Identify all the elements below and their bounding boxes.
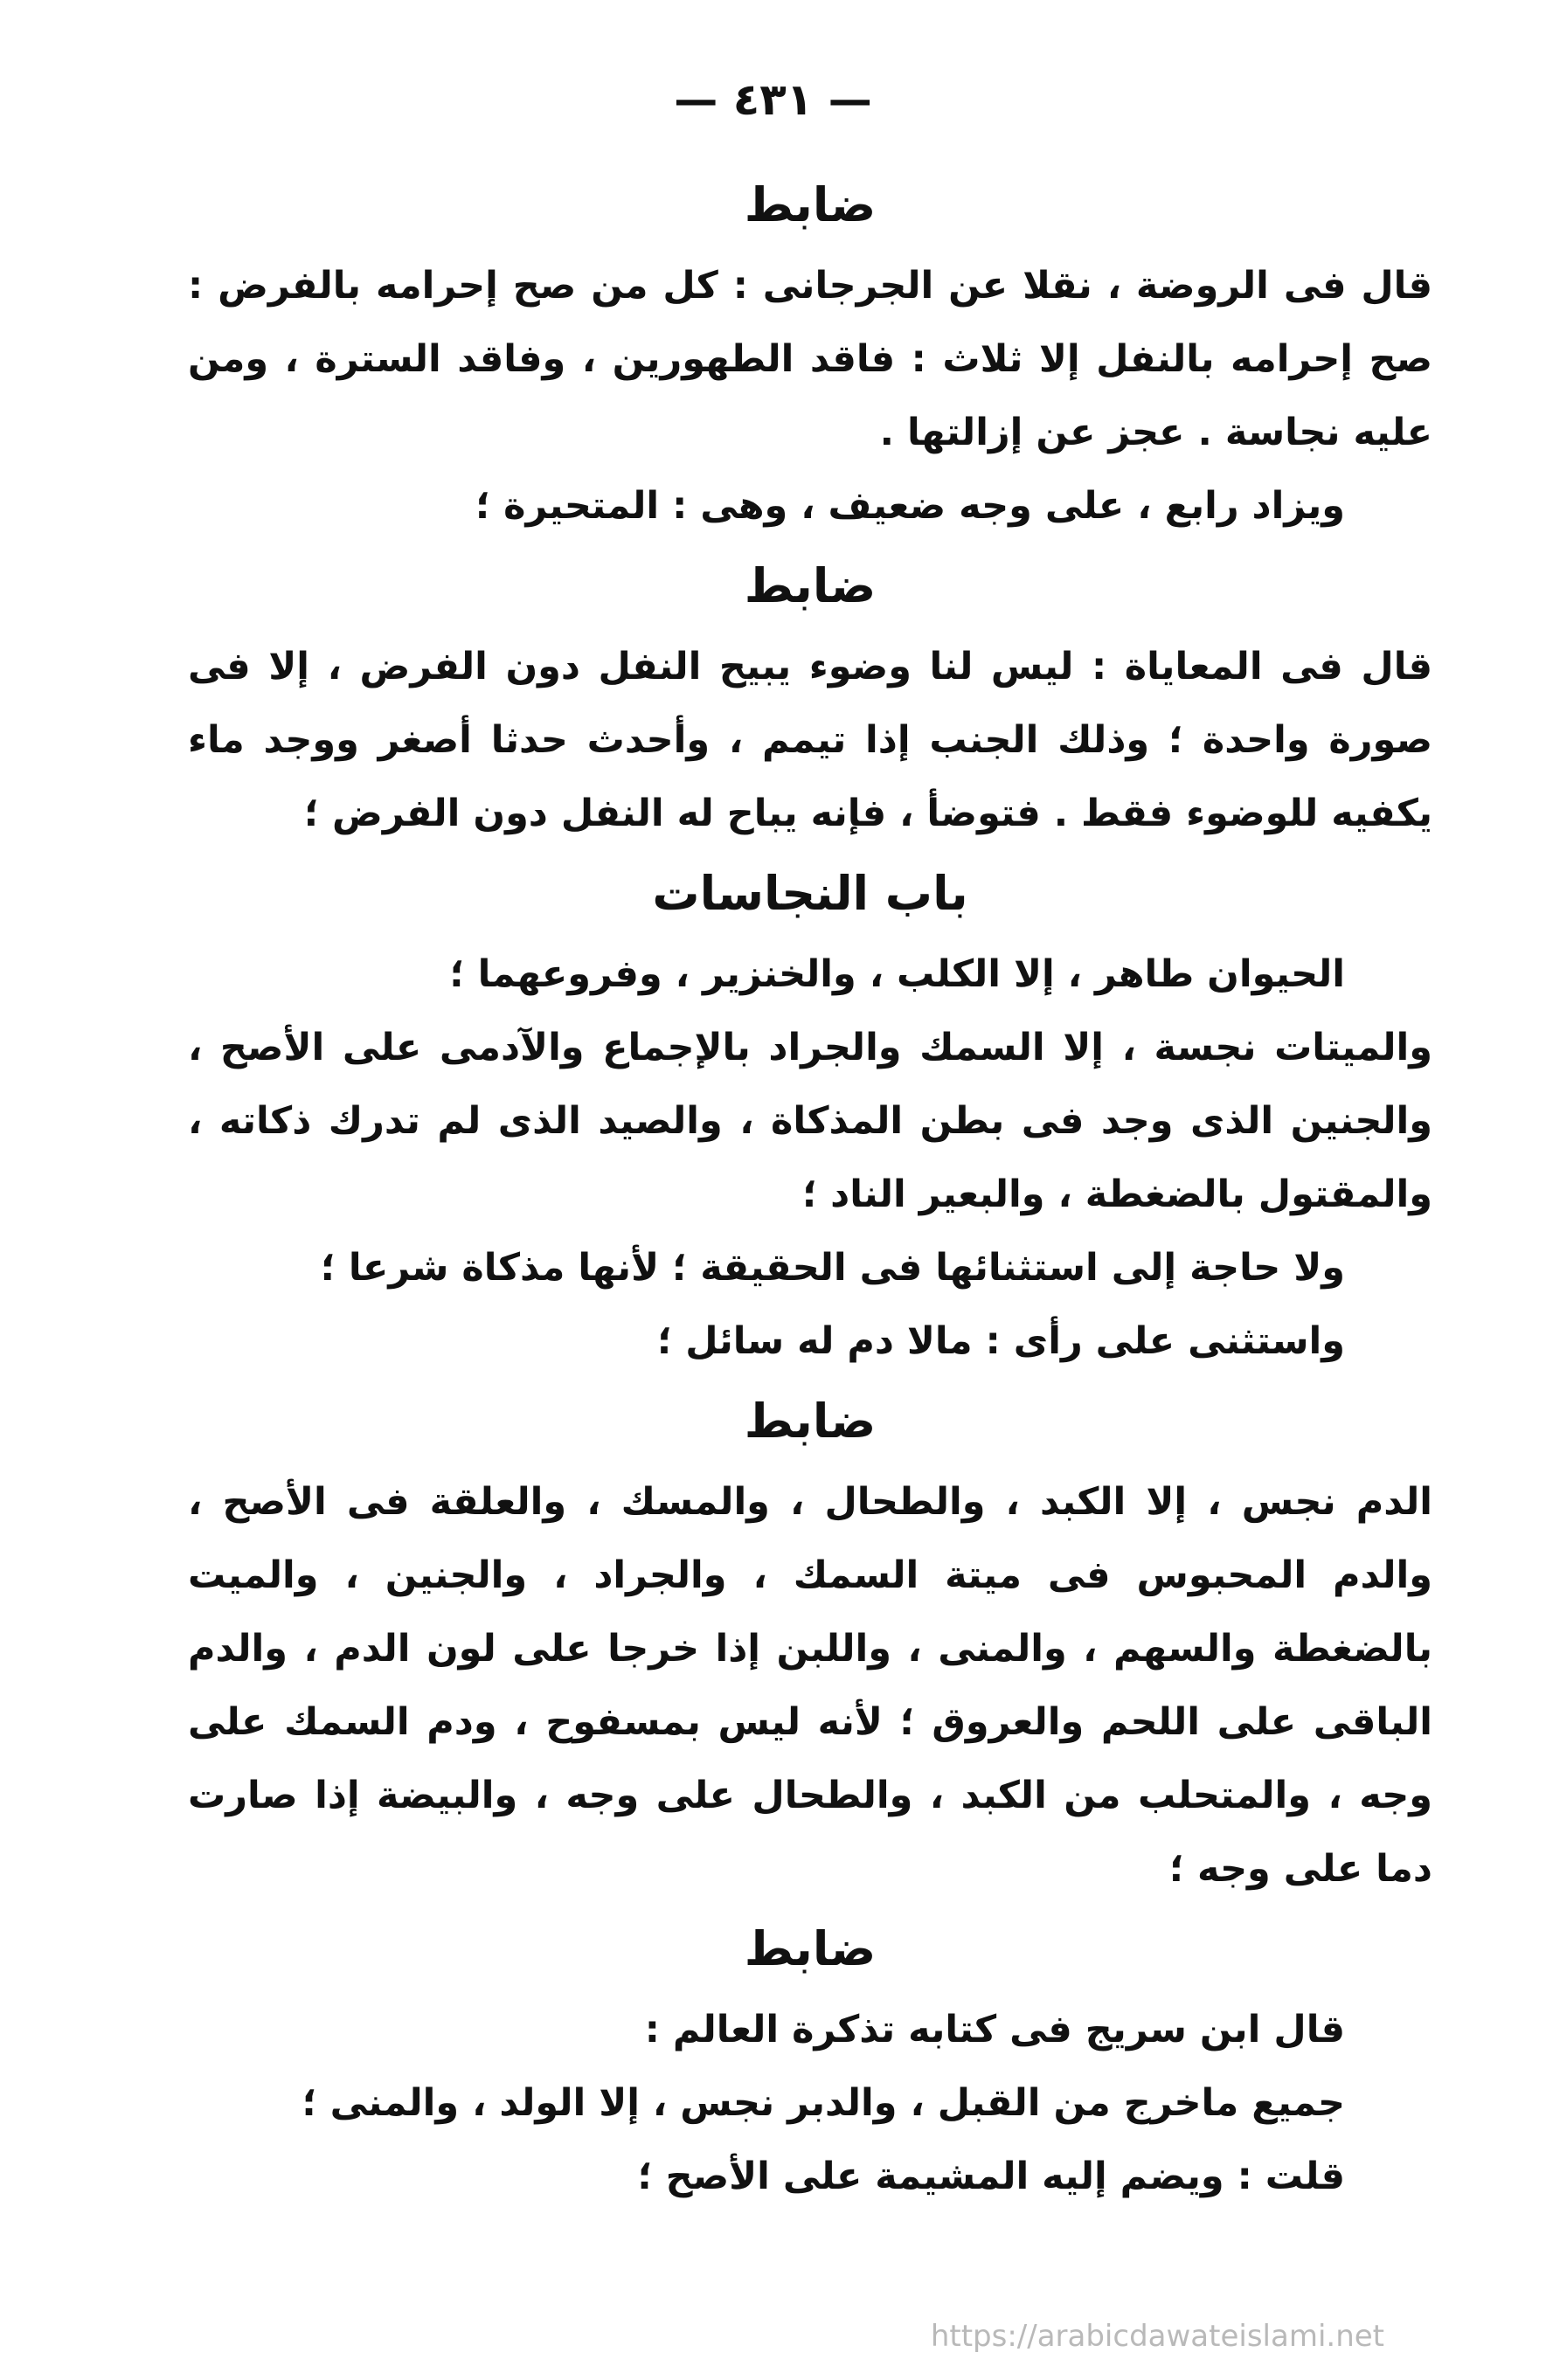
page-body (188, 162, 1432, 2213)
paragraph: جميع ماخرج من القبل ، والدبر نجس ، إلا الولد ، والمنى ؛ (302, 2081, 1345, 2125)
source-watermark: https://arabicdawateislami.net (930, 2319, 1384, 2354)
paragraph: الحيوان طاهر ، إلا الكلب ، والخنزير ، وفروعهما ؛ (449, 952, 1345, 996)
chapter-heading: باب النجاسات (652, 866, 968, 921)
paragraph: الدم نجس ، إلا الكبد ، والطحال ، والمسك ، والعلقة فى الأصح ، والدم المحبوس فى ميتة السمك ، والجراد ، والجنين ، والميت بالضغطة والسهم ، والمنى ، واللبن إذا خرجا على لون الدم ، والدم الباقى على اللحم والعروق ؛ لأنه ليس بمسفوح ، ودم السمك على وجه ، والمتحلب من الكبد ، والطحال على وجه ، والبيضة إذا صارت دما على وجه ؛ (188, 1480, 1432, 1891)
paragraph: قال فى المعاياة : ليس لنا وضوء يبيح النفل دون الفرض ، إلا فى صورة واحدة ؛ وذلك الجنب إذا تيمم ، وأحدث حدثا أصغر ووجد ماء يكفيه للوضوء فقط . فتوضأ ، فإنه يباح له النفل دون الفرض ؛ (188, 645, 1432, 835)
section-2 (188, 543, 1432, 850)
section-5 (188, 1906, 1432, 2213)
paragraph: قال فى الروضة ، نقلا عن الجرجانى : كل من صح إحرامه بالفرض : صح إحرامه بالنفل إلا ثلاث : فاقد الطهورين ، وفاقد السترة ، ومن عليه نجاسة . عجز عن إزالتها . (188, 264, 1432, 454)
paragraph: واستثنى على رأى : مالا دم له سائل ؛ (657, 1319, 1345, 1363)
section-heading: ضابط (744, 1921, 877, 1976)
section-heading: ضابط (744, 558, 877, 613)
paragraph: والميتات نجسة ، إلا السمك والجراد بالإجماع والآدمى على الأصح ، والجنين الذى وجد فى بطن المذكاة ، والصيد الذى لم تدرك ذكاته ، والمقتول بالضغطة ، والبعير الناد ؛ (188, 1026, 1432, 1216)
paragraph: ويزاد رابع ، على وجه ضعيف ، وهى : المتحيرة ؛ (475, 484, 1345, 528)
section-heading: ضابط (744, 177, 877, 232)
paragraph: ولا حاجة إلى استثنائها فى الحقيقة ؛ لأنها مذكاة شرعا ؛ (320, 1246, 1345, 1290)
paragraph: قلت : ويضم إليه المشيمة على الأصح ؛ (637, 2155, 1345, 2198)
section-heading: ضابط (744, 1394, 877, 1449)
section-3 (188, 850, 1432, 1378)
page-number: — ٤٣١ — (674, 74, 872, 125)
section-1 (188, 162, 1432, 543)
section-4 (188, 1378, 1432, 1906)
paragraph: قال ابن سريج فى كتابه تذكرة العالم : (644, 2008, 1345, 2051)
